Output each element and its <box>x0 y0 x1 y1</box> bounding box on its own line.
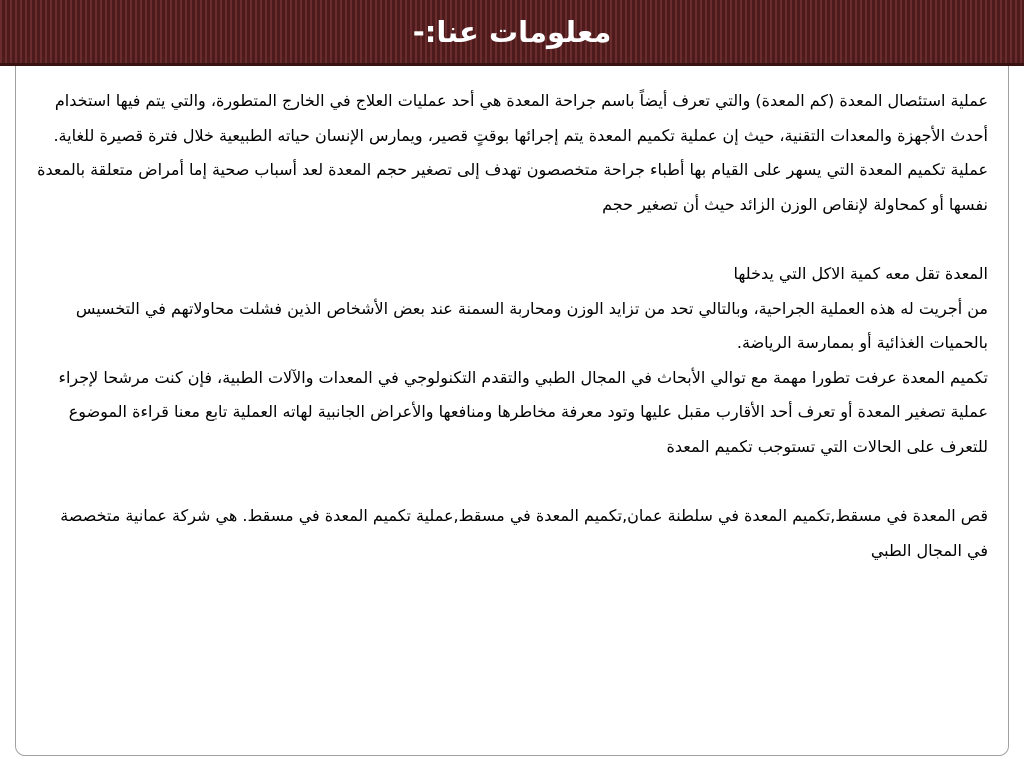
slide-title: معلومات عنا:- <box>412 15 612 49</box>
paragraph-sleeve-purpose: عملية تكميم المعدة التي يسهر على القيام بها أطباء جراحة متخصصون تهدف إلى تصغير حجم المعدة لعد أسباب صحية إما أمراض متعلقة بالمعدة نفسها أو كمحاولة لإنقاص الوزن الزائد حيث أن تصغير حجم <box>37 160 988 214</box>
title-bar <box>0 0 1024 66</box>
paragraph-company: قص المعدة في مسقط,تكميم المعدة في سلطنة عمان,تكميم المعدة في مسقط,عملية تكميم المعدة في مسقط. هي شركة عمانية متخصصة في المجال الطبي <box>60 506 988 560</box>
paragraph-developments: تكميم المعدة عرفت تطورا مهمة مع توالي الأبحاث في المجال الطبي والتقدم التكنولوجي في المعدات والآلات الطبية، فإن كنت مرشحا لإجراء عملية تصغير المعدة أو تعرف أحد الأقارب مقبل عليها وتود معرفة مخاطرها ومنافعها والأعراض الجانبية لهاته العملية تابع معنا قراءة الموضوع للتعرف على الحالات التي تستوجب تكميم المعدة <box>58 367 988 456</box>
paragraph-weight-control: من أجريت له هذه العملية الجراحية، وبالتالي تحد من تزايد الوزن ومحاربة السمنة عند بعض الأشخاص الذين فشلت محاولاتهم في التخسيس بالحميات الغذائية أو بممارسة الرياضة. <box>75 298 988 353</box>
paragraph-surgery-intro: عملية استئصال المعدة (كم المعدة) والتي تعرف أيضاً باسم جراحة المعدة هي أحد عمليات العلاج في الخارج المتطورة، والتي يتم فيها استخدام أحدث الأجهزة والمعدات التقنية، حيث إن عملية تكميم المعدة يتم إجرائها بوقتٍ قصير، ويمارس الإنسان حياته الطبيعية خلال فترة قصيرة للغاية. <box>53 91 988 145</box>
paragraph-spacer <box>36 222 988 257</box>
body-text <box>36 84 988 568</box>
paragraph-spacer <box>36 465 988 500</box>
paragraph-food-intake: المعدة تقل معه كمية الاكل التي يدخلها <box>733 263 988 283</box>
